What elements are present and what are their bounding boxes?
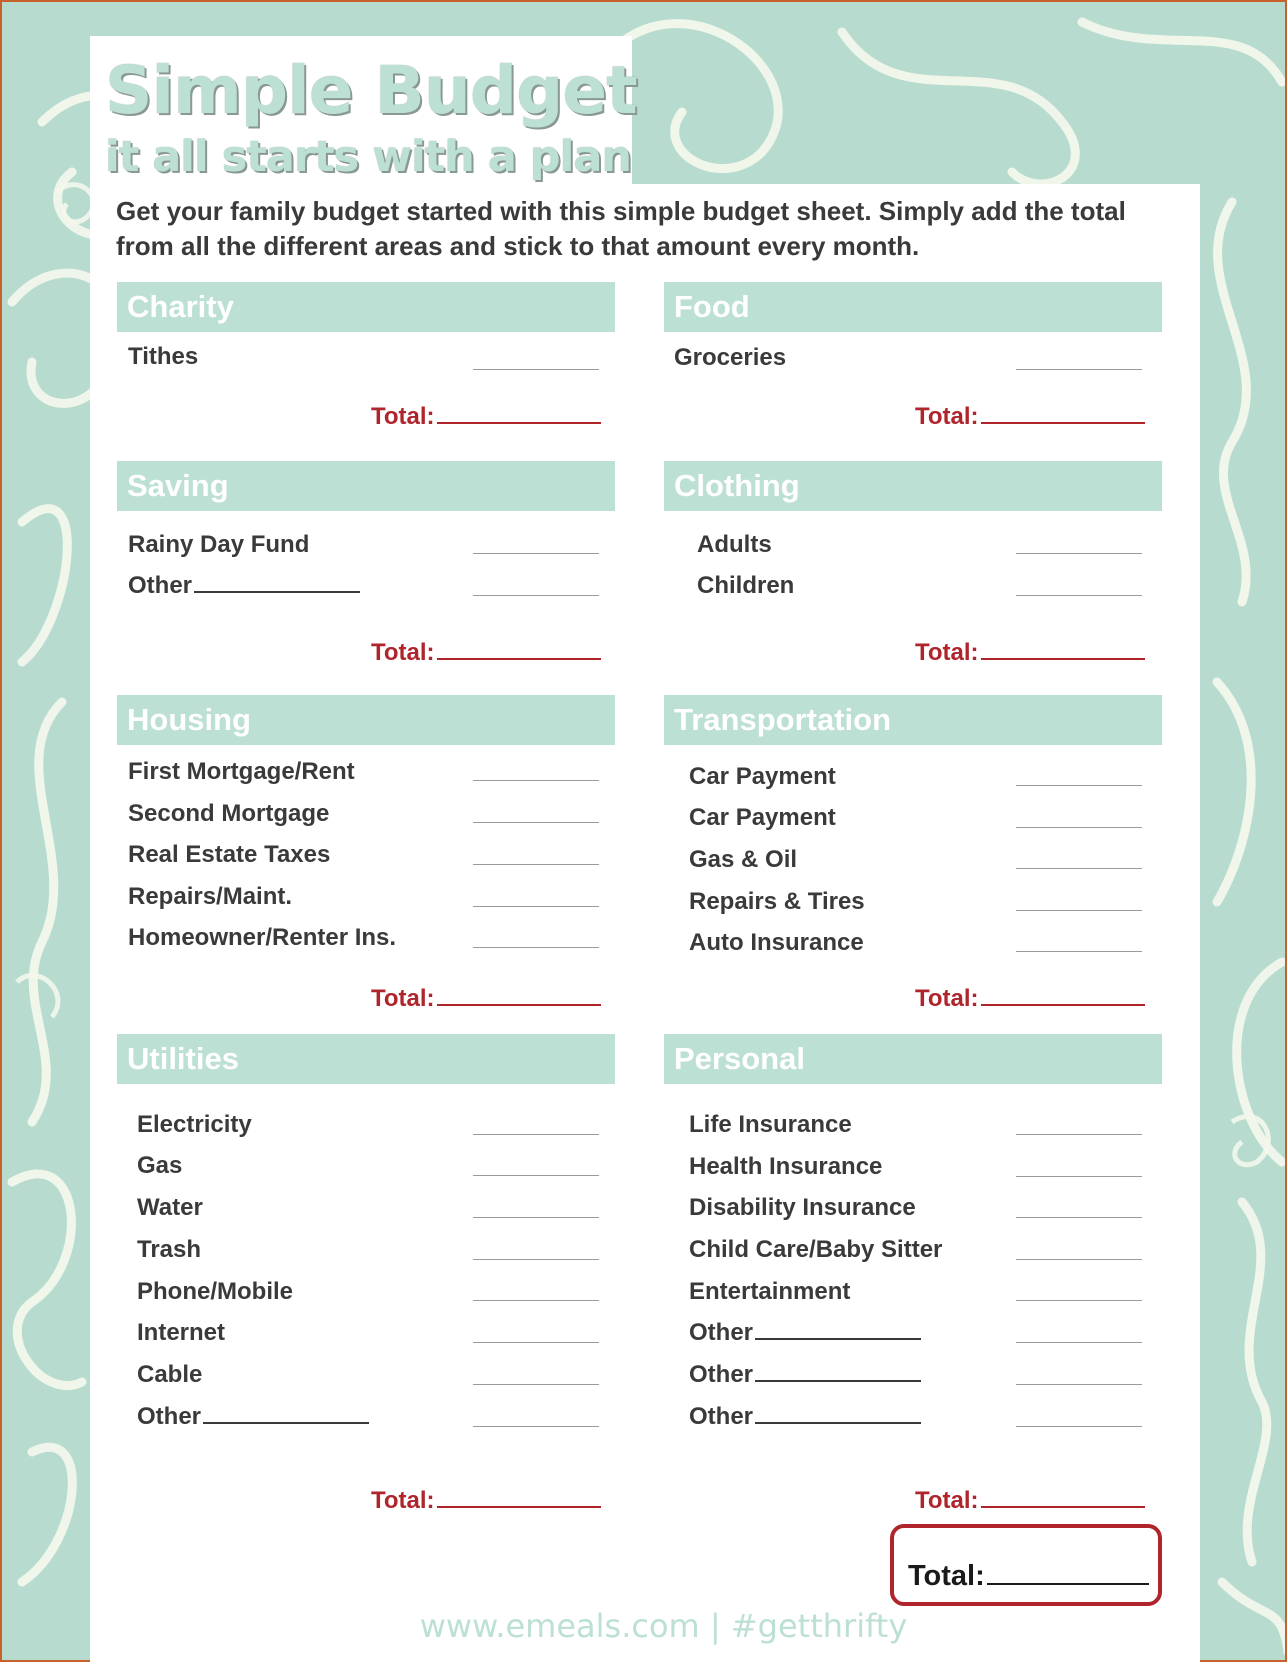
amount-field[interactable] <box>1016 910 1142 911</box>
amount-field[interactable] <box>473 1300 599 1301</box>
budget-item-disability-insurance: Disability Insurance <box>689 1194 916 1221</box>
amount-field[interactable] <box>473 1175 599 1176</box>
page-subtitle: it all starts with a plan <box>105 132 631 182</box>
amount-field[interactable] <box>473 780 599 781</box>
budget-item-groceries: Groceries <box>674 344 787 371</box>
page-title: Simple Budget <box>105 52 637 129</box>
budget-item-adults: Adults <box>697 531 772 558</box>
amount-field[interactable] <box>1016 553 1142 554</box>
budget-item-gas: Gas <box>137 1152 183 1179</box>
footer-url: www.emeals.com | #getthrifty <box>419 1607 908 1645</box>
section-header-utilities: Utilities <box>117 1034 615 1084</box>
amount-field[interactable] <box>473 1426 599 1427</box>
amount-field[interactable] <box>473 1384 599 1385</box>
amount-field[interactable] <box>473 1134 599 1135</box>
grand-total[interactable]: Total: <box>908 1560 1149 1592</box>
amount-field[interactable] <box>473 1217 599 1218</box>
budget-item-other[interactable]: Other <box>137 1402 369 1432</box>
section-total-clothing[interactable]: Total: <box>915 638 1145 668</box>
budget-item-entertainment: Entertainment <box>689 1278 851 1305</box>
section-total-housing[interactable]: Total: <box>371 984 601 1014</box>
budget-item-gas-oil: Gas & Oil <box>689 846 798 873</box>
budget-item-car-payment: Car Payment <box>689 763 836 790</box>
section-header-transportation: Transportation <box>664 695 1162 745</box>
budget-item-electricity: Electricity <box>137 1111 252 1138</box>
budget-item-other[interactable]: Other <box>689 1360 921 1390</box>
amount-field[interactable] <box>473 947 599 948</box>
budget-item-tithes: Tithes <box>128 343 199 370</box>
amount-field[interactable] <box>1016 1134 1142 1135</box>
section-total-utilities[interactable]: Total: <box>371 1486 601 1516</box>
section-total-saving[interactable]: Total: <box>371 638 601 668</box>
amount-field[interactable] <box>1016 827 1142 828</box>
budget-item-trash: Trash <box>137 1236 202 1263</box>
amount-field[interactable] <box>1016 595 1142 596</box>
budget-item-cable: Cable <box>137 1361 203 1388</box>
budget-item-other[interactable]: Other <box>128 571 360 601</box>
amount-field[interactable] <box>1016 1384 1142 1385</box>
section-total-charity[interactable]: Total: <box>371 402 601 432</box>
intro-text: Get your family budget started with this simple budget sheet. Simply add the total from all the different areas and stick to that amount every month. <box>116 196 1126 261</box>
budget-item-second-mortgage: Second Mortgage <box>128 800 330 827</box>
section-total-food[interactable]: Total: <box>915 402 1145 432</box>
amount-field[interactable] <box>1016 868 1142 869</box>
section-header-personal: Personal <box>664 1034 1162 1084</box>
budget-item-first-mortgage: First Mortgage/Rent <box>128 758 355 785</box>
section-header-saving: Saving <box>117 461 615 511</box>
budget-item-internet: Internet <box>137 1319 226 1346</box>
section-header-food: Food <box>664 282 1162 332</box>
amount-field[interactable] <box>1016 1426 1142 1427</box>
amount-field[interactable] <box>1016 1342 1142 1343</box>
amount-field[interactable] <box>473 906 599 907</box>
budget-item-other[interactable]: Other <box>689 1402 921 1432</box>
budget-item-phone-mobile: Phone/Mobile <box>137 1278 293 1305</box>
budget-item-other[interactable]: Other <box>689 1318 921 1348</box>
budget-item-child-care: Child Care/Baby Sitter <box>689 1236 943 1263</box>
amount-field[interactable] <box>473 1342 599 1343</box>
section-total-transportation[interactable]: Total: <box>915 984 1145 1014</box>
section-header-charity: Charity <box>117 282 615 332</box>
budget-item-real-estate-taxes: Real Estate Taxes <box>128 841 331 868</box>
budget-item-car-payment: Car Payment <box>689 804 836 831</box>
budget-item-rainy-day-fund: Rainy Day Fund <box>128 531 310 558</box>
amount-field[interactable] <box>473 595 599 596</box>
budget-item-repairs-maint: Repairs/Maint. <box>128 883 293 910</box>
budget-item-homeowner-ins: Homeowner/Renter Ins. <box>128 924 397 951</box>
budget-item-auto-insurance: Auto Insurance <box>689 929 864 956</box>
amount-field[interactable] <box>1016 369 1142 370</box>
amount-field[interactable] <box>1016 1217 1142 1218</box>
section-header-housing: Housing <box>117 695 615 745</box>
section-header-clothing: Clothing <box>664 461 1162 511</box>
budget-item-repairs-tires: Repairs & Tires <box>689 888 865 915</box>
amount-field[interactable] <box>473 822 599 823</box>
amount-field[interactable] <box>1016 1176 1142 1177</box>
budget-item-water: Water <box>137 1194 203 1221</box>
section-total-personal[interactable]: Total: <box>915 1486 1145 1516</box>
amount-field[interactable] <box>473 864 599 865</box>
budget-item-children: Children <box>697 572 795 599</box>
amount-field[interactable] <box>1016 1300 1142 1301</box>
budget-item-life-insurance: Life Insurance <box>689 1111 852 1138</box>
amount-field[interactable] <box>1016 785 1142 786</box>
amount-field[interactable] <box>1016 951 1142 952</box>
amount-field[interactable] <box>473 369 599 370</box>
amount-field[interactable] <box>473 553 599 554</box>
budget-item-health-insurance: Health Insurance <box>689 1153 883 1180</box>
amount-field[interactable] <box>1016 1259 1142 1260</box>
amount-field[interactable] <box>473 1259 599 1260</box>
